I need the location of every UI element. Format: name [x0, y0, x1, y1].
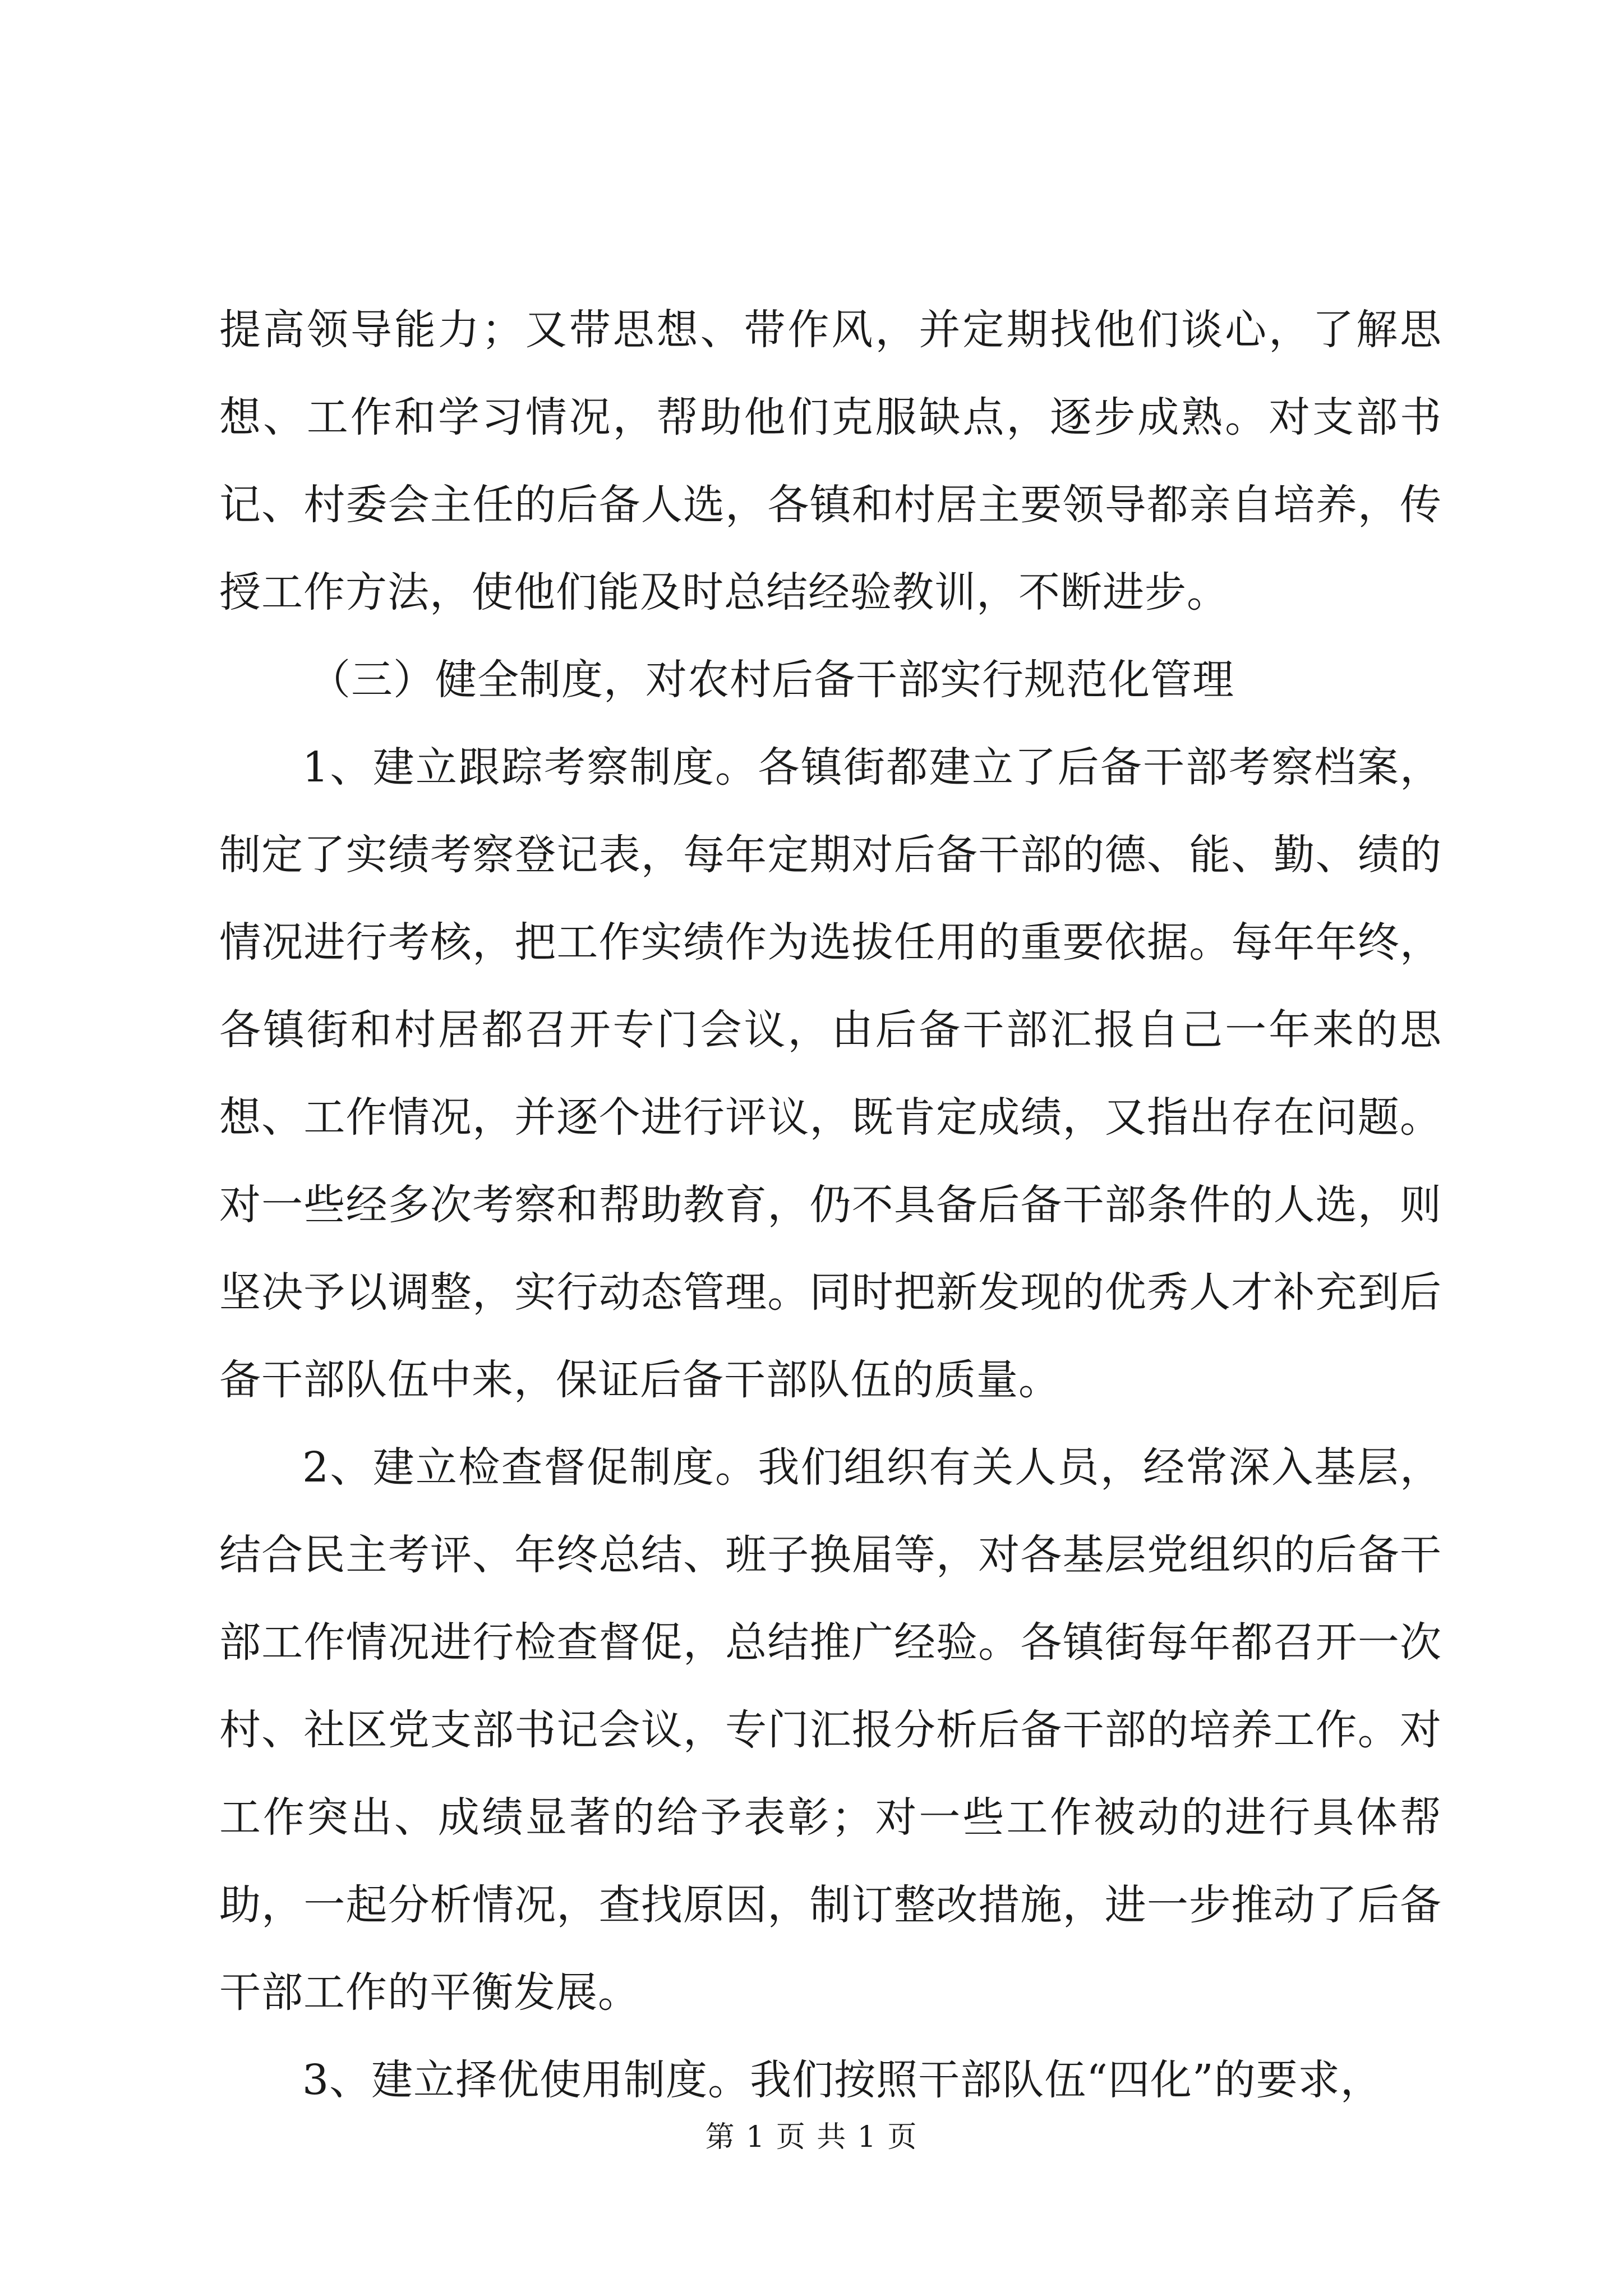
paragraph-inspection-system: 2、建立检查督促制度。我们组织有关人员，经常深入基层，结合民主考评、年终总结、班子换届等，对各基层党组织的后备干部工作情况进行检查督促，总结推广经验。各镇街每年都召开一次村、社区党支部书记会议，专门汇报分析后备干部的培养工作。对工作突出、成绩显著的给予表彰；对一些工作被动的进行具体帮助，一起分析情况，查找原因，制订整改措施，进一步推动了后备干部工作的平衡发展。 [219, 1443, 1442, 2017]
page-footer [0, 2119, 1623, 2155]
page-number-label: 第 1 页 共 1 页 [705, 2120, 918, 2154]
paragraph-tracking-system: 1、建立跟踪考察制度。各镇街都建立了后备干部考察档案，制定了实绩考察登记表，每年定期对后备干部的德、能、勤、绩的情况进行考核，把工作实绩作为选拔任用的重要依据。每年年终，各镇街和村居都召开专门会议，由后备干部汇报自己一年来的思想、工作情况，并逐个进行评议，既肯定成绩，又指出存在问题。对一些经多次考察和帮助教育，仍不具备后备干部条件的人选，则坚决予以调整，实行动态管理。同时把新发现的优秀人才补充到后备干部队伍中来，保证后备干部队伍的质量。 [219, 743, 1442, 1404]
document-body [219, 286, 1442, 2124]
section-heading: （三）健全制度，对农村后备干部实行规范化管理 [309, 656, 1234, 704]
paragraph-selection-system: 3、建立择优使用制度。我们按照干部队伍“四化”的要求， [302, 2056, 1382, 2104]
paragraph-continuation: 提高领导能力；又带思想、带作风，并定期找他们谈心，了解思想、工作和学习情况，帮助他们克服缺点，逐步成熟。对支部书记、村委会主任的后备人选，各镇和村居主要领导都亲自培养，传授工作方法，使他们能及时总结经验教训，不断进步。 [219, 306, 1442, 616]
